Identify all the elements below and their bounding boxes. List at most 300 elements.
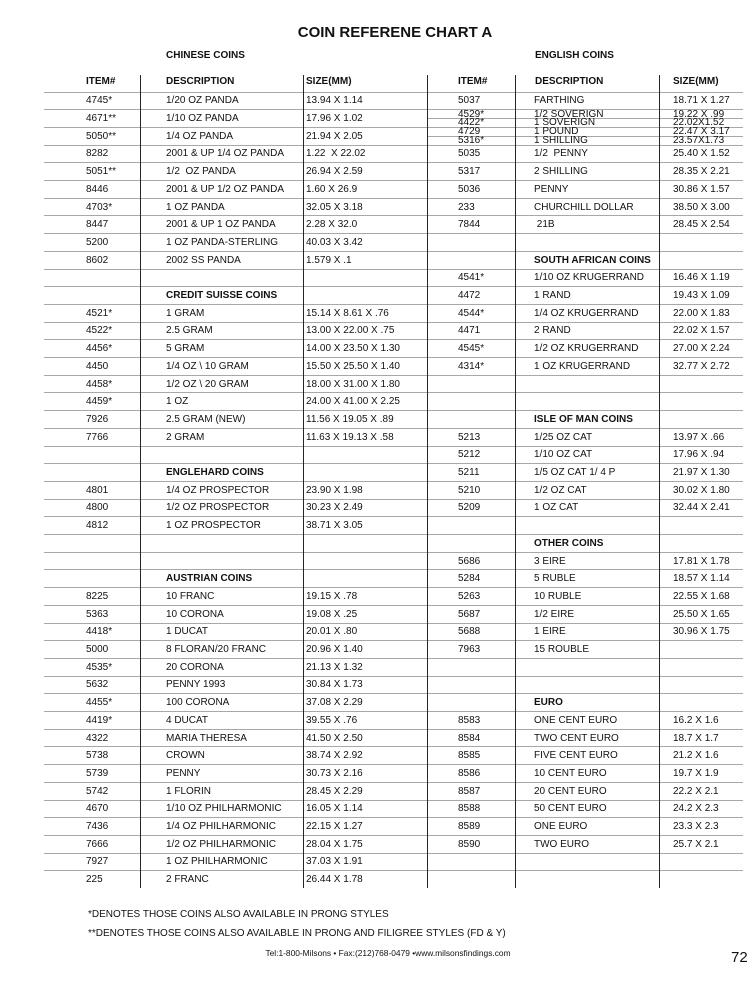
description: 1 OZ PHILHARMONIC — [166, 856, 268, 868]
table-row — [44, 800, 427, 818]
size-mm: 30.84 X 1.73 — [306, 679, 363, 691]
size-mm: 23.90 X 1.98 — [306, 484, 363, 496]
size-mm: 16.2 X 1.6 — [673, 714, 719, 726]
description: 1/2 OZ PHILHARMONIC — [166, 838, 277, 850]
size-mm: 25.40 X 1.52 — [673, 148, 730, 160]
blank-row — [427, 516, 743, 534]
item-number: 4419* — [86, 714, 113, 726]
table-row-group — [427, 108, 743, 147]
table-row — [427, 428, 743, 446]
table-row — [44, 587, 427, 605]
item-number: 5211 — [458, 467, 480, 479]
item-number: 4671** — [86, 113, 117, 125]
column-header-description: DESCRIPTION — [535, 76, 604, 87]
description: TWO CENT EURO — [534, 732, 619, 744]
table-row — [44, 410, 427, 428]
item-number: 7927 — [86, 856, 109, 868]
description: 10 FRANC — [166, 590, 215, 602]
description: 1/2 PENNY — [534, 148, 588, 160]
description: 2002 SS PANDA — [166, 254, 241, 266]
description: 1/2 OZ \ 20 GRAM — [166, 378, 249, 390]
page-title: COIN REFERENE CHART A — [297, 24, 493, 41]
item-number: 4729 — [458, 126, 481, 138]
item-number: 4314* — [458, 360, 485, 372]
blank-row — [44, 534, 427, 552]
item-number: 8225 — [86, 590, 109, 602]
description: FARTHING — [534, 95, 585, 107]
item-number: 5632 — [86, 679, 109, 691]
size-mm: 14.00 X 23.50 X 1.30 — [306, 343, 400, 355]
description: 1 OZ PANDA-STERLING — [166, 236, 279, 248]
item-number: 4458* — [86, 378, 113, 390]
table-row — [427, 162, 743, 180]
description: 1 SHILLING — [534, 135, 588, 147]
item-number: 4529* — [458, 108, 485, 120]
table-row — [44, 729, 427, 747]
size-mm: 1.579 X .1 — [306, 254, 352, 266]
table-row — [427, 198, 743, 216]
description: TWO EURO — [534, 838, 589, 850]
size-mm: 40.03 X 3.42 — [306, 236, 363, 248]
description: 20 CORONA — [166, 661, 224, 673]
description: 15 ROUBLE — [534, 644, 590, 656]
blank-row — [44, 446, 427, 464]
description: 1/10 OZ PANDA — [166, 113, 239, 125]
description: 1 SOVERIGN — [534, 117, 596, 129]
size-mm: 2.28 X 32.0 — [306, 219, 358, 231]
item-number: 4800 — [86, 502, 109, 514]
blank-row — [427, 853, 743, 871]
description: PENNY — [166, 767, 201, 779]
table-row — [44, 304, 427, 322]
size-mm: 28.45 X 2.29 — [306, 785, 363, 797]
description: 1/4 OZ PROSPECTOR — [166, 484, 270, 496]
section-header-row — [427, 534, 743, 552]
table-row — [427, 746, 743, 764]
table-row — [44, 817, 427, 835]
size-mm: 28.35 X 2.21 — [673, 166, 730, 178]
item-number: 4801 — [86, 484, 109, 496]
description: 1/10 OZ CAT — [534, 449, 593, 461]
description: PENNY — [534, 183, 569, 195]
description: ONE EURO — [534, 821, 588, 833]
description: 1 OZ KRUGERRAND — [534, 360, 631, 372]
item-number: 5738 — [86, 750, 109, 762]
item-number: 5284 — [458, 573, 481, 585]
description: 2 RAND — [534, 325, 571, 337]
size-mm: 37.03 X 1.91 — [306, 856, 363, 868]
description: 1/10 OZ PHILHARMONIC — [166, 803, 282, 815]
item-number: 4522* — [86, 325, 113, 337]
item-number: 8602 — [86, 254, 109, 266]
description: 1/25 OZ CAT — [534, 431, 593, 443]
item-number: 5688 — [458, 626, 481, 638]
size-mm: 18.71 X 1.27 — [673, 95, 730, 107]
description: 1 OZ PROSPECTOR — [166, 520, 261, 532]
item-number: 4545* — [458, 343, 485, 355]
table-row — [427, 764, 743, 782]
size-mm: 21.2 X 1.6 — [673, 750, 719, 762]
item-number: 4456* — [86, 343, 113, 355]
item-number: 8587 — [458, 785, 481, 797]
table-row — [427, 569, 743, 587]
description: PENNY 1993 — [166, 679, 226, 691]
size-mm: 18.00 X 31.00 X 1.80 — [306, 378, 400, 390]
table-row — [44, 711, 427, 729]
table-row — [427, 800, 743, 818]
item-number: 225 — [86, 874, 103, 886]
column-header-size: SIZE(MM) — [673, 76, 719, 87]
size-mm: 19.08 X .25 — [306, 608, 358, 620]
size-mm: 16.46 X 1.19 — [673, 272, 730, 284]
item-number: 7844 — [458, 219, 481, 231]
item-number: 8585 — [458, 750, 481, 762]
size-mm: 24.2 X 2.3 — [673, 803, 719, 815]
description: 1 GRAM — [166, 307, 205, 319]
description: 1 OZ CAT — [534, 502, 579, 514]
description: CHURCHILL DOLLAR — [534, 201, 634, 213]
section-title: CREDIT SUISSE COINS — [166, 290, 278, 302]
size-mm: 32.44 X 2.41 — [673, 502, 730, 514]
description: 2 SHILLING — [534, 166, 588, 178]
item-number: 8282 — [86, 148, 109, 160]
size-mm: 18.7 X 1.7 — [673, 732, 719, 744]
size-mm: 25.7 X 2.1 — [673, 838, 719, 850]
description: 10 RUBLE — [534, 590, 582, 602]
blank-row — [427, 233, 743, 251]
item-number: 233 — [458, 201, 475, 213]
table-row — [44, 251, 427, 269]
size-mm: 30.02 X 1.80 — [673, 484, 730, 496]
item-number: 5212 — [458, 449, 481, 461]
table-row — [44, 127, 427, 145]
description: 1/5 OZ CAT 1/ 4 P — [534, 467, 616, 479]
description: 1 FLORIN — [166, 785, 212, 797]
size-mm: 1.60 X 26.9 — [306, 183, 358, 195]
description: 5 GRAM — [166, 343, 205, 355]
item-number: 5037 — [458, 95, 481, 107]
item-number: 5686 — [458, 555, 481, 567]
section-header-row — [427, 410, 743, 428]
table-row — [427, 623, 743, 641]
size-mm: 28.45 X 2.54 — [673, 219, 730, 231]
section-title: AUSTRIAN COINS — [166, 573, 253, 585]
item-number: 4322 — [86, 732, 109, 744]
section-header-row — [44, 463, 427, 481]
item-number: 4418* — [86, 626, 113, 638]
item-number: 5210 — [458, 484, 481, 496]
size-mm: 20.96 X 1.40 — [306, 644, 363, 656]
table-row — [44, 357, 427, 375]
table-row — [44, 145, 427, 163]
item-number: 8584 — [458, 732, 481, 744]
size-mm: 17.96 X .94 — [673, 449, 725, 461]
description: 10 CENT EURO — [534, 767, 607, 779]
size-mm: 22.2 X 2.1 — [673, 785, 719, 797]
table-row — [427, 552, 743, 570]
table-row — [427, 304, 743, 322]
size-mm: 13.00 X 22.00 X .75 — [306, 325, 395, 337]
item-number: 5687 — [458, 608, 481, 620]
table-row — [44, 215, 427, 233]
item-number: 8589 — [458, 821, 481, 833]
size-mm: 11.63 X 19.13 X .58 — [306, 431, 394, 443]
blank-row — [427, 676, 743, 694]
size-mm: 37.08 X 2.29 — [306, 697, 363, 709]
size-mm: 26.94 X 2.59 — [306, 166, 363, 178]
item-number: 4670 — [86, 803, 109, 815]
description: 2.5 GRAM (NEW) — [166, 413, 246, 425]
column-divider — [140, 75, 141, 888]
size-mm: 19.43 X 1.09 — [673, 290, 730, 302]
size-mm: 19.22 X .99 — [673, 108, 725, 120]
table-divider — [427, 75, 428, 888]
table-row — [427, 136, 743, 145]
size-mm: 21.97 X 1.30 — [673, 467, 730, 479]
item-number: 5317 — [458, 166, 481, 178]
size-mm: 19.15 X .78 — [306, 590, 358, 602]
section-header-row — [44, 286, 427, 304]
table-row — [44, 658, 427, 676]
table-row — [44, 92, 427, 110]
size-mm: 30.86 X 1.57 — [673, 183, 730, 195]
section-title: ISLE OF MAN COINS — [534, 413, 633, 425]
description: 1 RAND — [534, 290, 571, 302]
table-row — [44, 835, 427, 853]
table-row — [427, 357, 743, 375]
item-number: 7436 — [86, 821, 109, 833]
page-number: 72 — [731, 949, 748, 966]
size-mm: 21.94 X 2.05 — [306, 130, 363, 142]
description: 1/2 EIRE — [534, 608, 575, 620]
description: 1 OZ PANDA — [166, 201, 225, 213]
item-number: 7766 — [86, 431, 109, 443]
footnote-prong-filigree: **DENOTES THOSE COINS ALSO AVAILABLE IN PRONG AND FILIGREE STYLES (FD & Y) — [88, 928, 506, 939]
table-row — [427, 269, 743, 287]
description: MARIA THERESA — [166, 732, 247, 744]
table-row — [44, 623, 427, 641]
size-mm: 30.96 X 1.75 — [673, 626, 730, 638]
size-mm: 38.50 X 3.00 — [673, 201, 730, 213]
description: 21B — [534, 219, 555, 231]
table-row — [44, 764, 427, 782]
item-number: 5363 — [86, 608, 109, 620]
item-number: 8586 — [458, 767, 481, 779]
item-number: 4541* — [458, 272, 485, 284]
blank-row — [427, 870, 743, 888]
description: 2 FRANC — [166, 874, 209, 886]
description: 2.5 GRAM — [166, 325, 213, 337]
table-heading-english-coins: ENGLISH COINS — [535, 50, 614, 61]
blank-row — [427, 658, 743, 676]
size-mm: 32.05 X 3.18 — [306, 201, 363, 213]
item-number: 4812 — [86, 520, 109, 532]
item-number: 8446 — [86, 183, 109, 195]
size-mm: 39.55 X .76 — [306, 714, 358, 726]
column-header-item: ITEM# — [458, 76, 488, 87]
size-mm: 13.97 X .66 — [673, 431, 725, 443]
blank-row — [44, 552, 427, 570]
column-divider — [303, 75, 304, 888]
table-row — [427, 711, 743, 729]
table-row — [44, 516, 427, 534]
description: 1/10 OZ KRUGERRAND — [534, 272, 645, 284]
table-row — [427, 729, 743, 747]
section-header-row — [44, 569, 427, 587]
table-row — [44, 605, 427, 623]
description: 1 EIRE — [534, 626, 566, 638]
blank-row — [427, 375, 743, 393]
table-row — [44, 198, 427, 216]
item-number: 5036 — [458, 183, 481, 195]
description: 1/20 OZ PANDA — [166, 95, 239, 107]
description: CROWN — [166, 750, 205, 762]
description: 1/4 OZ PHILHARMONIC — [166, 821, 277, 833]
item-number: 4472 — [458, 290, 481, 302]
table-row — [44, 392, 427, 410]
description: 10 CORONA — [166, 608, 224, 620]
description: 1/2 OZ CAT — [534, 484, 587, 496]
table-row — [44, 109, 427, 127]
table-row — [44, 693, 427, 711]
table-row — [44, 870, 427, 888]
item-number: 4455* — [86, 697, 113, 709]
section-header-row — [427, 251, 743, 269]
item-number: 5263 — [458, 590, 481, 602]
table-row — [44, 499, 427, 517]
column-header-description: DESCRIPTION — [166, 76, 235, 87]
size-mm: 23.3 X 2.3 — [673, 821, 719, 833]
table-row — [427, 180, 743, 198]
table-heading-chinese-coins: CHINESE COINS — [166, 50, 245, 61]
table-row — [427, 322, 743, 340]
table-row — [44, 428, 427, 446]
item-number: 5035 — [458, 148, 481, 160]
size-mm: 22.02 X 1.57 — [673, 325, 730, 337]
table-row — [44, 746, 427, 764]
column-header-item: ITEM# — [86, 76, 116, 87]
size-mm: 20.01 X .80 — [306, 626, 358, 638]
item-number: 4703* — [86, 201, 113, 213]
description: FIVE CENT EURO — [534, 750, 618, 762]
description: 20 CENT EURO — [534, 785, 607, 797]
description: 1 POUND — [534, 126, 579, 138]
description: 1/2 OZ PANDA — [166, 166, 236, 178]
table-row — [427, 640, 743, 658]
table-row — [44, 339, 427, 357]
description: 1 OZ — [166, 396, 189, 408]
table-row — [44, 233, 427, 251]
item-number: 4535* — [86, 661, 113, 673]
item-number: 8588 — [458, 803, 481, 815]
table-row — [427, 499, 743, 517]
item-number: 8590 — [458, 838, 481, 850]
table-row — [44, 375, 427, 393]
item-number: 4471 — [458, 325, 481, 337]
size-mm: 25.50 X 1.65 — [673, 608, 730, 620]
table-row — [427, 215, 743, 233]
item-number: 4422* — [458, 117, 485, 129]
blank-row — [44, 269, 427, 287]
size-mm: 27.00 X 2.24 — [673, 343, 730, 355]
size-mm: 32.77 X 2.72 — [673, 360, 730, 372]
description: 1/4 OZ \ 10 GRAM — [166, 360, 249, 372]
description: 1/4 OZ PANDA — [166, 130, 234, 142]
table-row — [44, 481, 427, 499]
size-mm: 22.00 X 1.83 — [673, 307, 730, 319]
description: 2001 & UP 1/2 OZ PANDA — [166, 183, 285, 195]
section-title: ENGLEHARD COINS — [166, 467, 264, 479]
description: 1 DUCAT — [166, 626, 209, 638]
description: 50 CENT EURO — [534, 803, 607, 815]
section-header-row — [427, 693, 743, 711]
table-row — [44, 162, 427, 180]
description: 1/4 OZ KRUGERRAND — [534, 307, 639, 319]
table-row — [44, 180, 427, 198]
size-mm: 30.23 X 2.49 — [306, 502, 363, 514]
size-mm: 13.94 X 1.14 — [306, 95, 363, 107]
description: 1/2 OZ PROSPECTOR — [166, 502, 270, 514]
item-number: 4745* — [86, 95, 113, 107]
item-number: 4544* — [458, 307, 485, 319]
size-mm: 17.96 X 1.02 — [306, 113, 363, 125]
item-number: 7926 — [86, 413, 109, 425]
description: 2001 & UP 1 OZ PANDA — [166, 219, 276, 231]
size-mm: 26.44 X 1.78 — [306, 874, 363, 886]
footnote-prong: *DENOTES THOSE COINS ALSO AVAILABLE IN PRONG STYLES — [88, 909, 389, 920]
table-row — [427, 446, 743, 464]
item-number: 5739 — [86, 767, 109, 779]
item-number: 4450 — [86, 360, 109, 372]
item-number: 7963 — [458, 644, 481, 656]
size-mm: 22.15 X 1.27 — [306, 821, 363, 833]
column-header-size: SIZE(MM) — [306, 76, 352, 87]
size-mm: 15.50 X 25.50 X 1.40 — [306, 360, 400, 372]
column-divider — [515, 75, 516, 888]
item-number: 5051** — [86, 166, 117, 178]
table-row — [44, 782, 427, 800]
size-mm: 15.14 X 8.61 X .76 — [306, 307, 389, 319]
size-mm: 17.81 X 1.78 — [673, 555, 730, 567]
size-mm: 1.22 X 22.02 — [306, 148, 366, 160]
contact-info: Tel:1-800-Milsons • Fax:(212)768-0479 •www.milsonsfindings.com — [265, 948, 511, 958]
size-mm: 23.57X1.73 — [673, 135, 725, 147]
table-row — [427, 92, 743, 110]
size-mm: 11.56 X 19.05 X .89 — [306, 413, 394, 425]
table-row — [44, 853, 427, 871]
description: 100 CORONA — [166, 697, 230, 709]
table-row — [44, 322, 427, 340]
item-number: 8583 — [458, 714, 481, 726]
section-title: SOUTH AFRICAN COINS — [534, 254, 651, 266]
item-number: 5209 — [458, 502, 481, 514]
item-number: 4521* — [86, 307, 113, 319]
description: 5 RUBLE — [534, 573, 576, 585]
size-mm: 19.7 X 1.9 — [673, 767, 719, 779]
size-mm: 22.55 X 1.68 — [673, 590, 730, 602]
size-mm: 30.73 X 2.16 — [306, 767, 363, 779]
description: 2 GRAM — [166, 431, 205, 443]
description: ONE CENT EURO — [534, 714, 618, 726]
size-mm: 22.02X1.52 — [673, 117, 725, 129]
table-row — [427, 286, 743, 304]
section-title: OTHER COINS — [534, 537, 604, 549]
table-row — [427, 339, 743, 357]
column-divider — [659, 75, 660, 888]
size-mm: 24.00 X 41.00 X 2.25 — [306, 396, 400, 408]
table-row — [427, 835, 743, 853]
item-number: 5050** — [86, 130, 117, 142]
